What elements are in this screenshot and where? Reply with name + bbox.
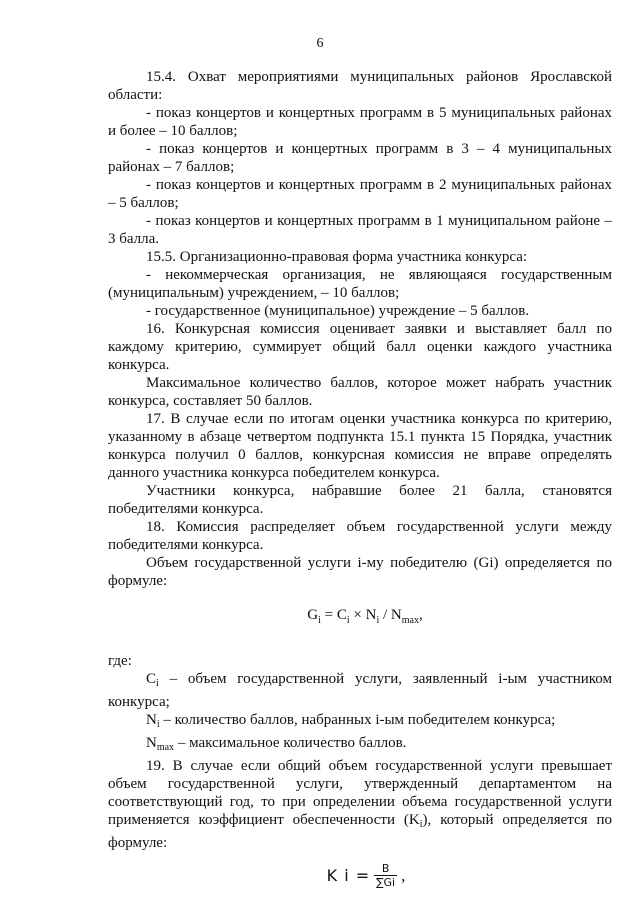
formula-ki-tail: , [401, 865, 406, 885]
definition-nmax-symbol: N [146, 735, 157, 751]
definition-c-symbol: C [146, 671, 157, 687]
paragraph-16: 16. Конкурсная комиссия оценивает заявки и выставляет балл по каждому критерию, суммирует общий балл оценки каждого участника конкурса. [108, 321, 612, 373]
where-label: где: [108, 653, 132, 669]
formula-gi-n-sub: i [376, 615, 380, 626]
definition-n-symbol: N [146, 712, 157, 728]
paragraph-15-4-item-a: - показ концертов и концертных программ в 5 муниципальных районах и более – 10 баллов; [108, 105, 612, 139]
formula-gi-c-sub: i [346, 615, 350, 626]
formula-gi-nmax: N [390, 607, 402, 623]
formula-ki-denominator: ∑Gi [376, 876, 396, 889]
definition-c-sub: i [156, 678, 159, 689]
formula-gi-nmax-sub: max [401, 615, 419, 626]
paragraph-15-4-item-d: - показ концертов и концертных программ в 1 муниципальном районе – 3 балла. [108, 213, 612, 247]
definition-nmax [108, 734, 612, 757]
formula-gi-c: C [336, 607, 347, 623]
paragraph-15-5-item-b: - государственное (муниципальное) учреждение – 5 баллов. [146, 303, 530, 319]
formula-gi-n: N [365, 607, 377, 623]
paragraph-18: 18. Комиссия распределяет объем государственной услуги между победителями конкурса. [108, 519, 612, 553]
formula-gi-tail: , [418, 607, 423, 623]
paragraph-18-formula-intro: Объем государственной услуги i-му победителю (Gi) определяется по формуле: [108, 555, 612, 589]
paragraph-16-max-score: Максимальное количество баллов, которое может набрать участник конкурса, составляет 50 баллов. [108, 375, 612, 409]
definition-nmax-text: – максимальное количество баллов. [174, 735, 407, 751]
formula-gi [108, 604, 612, 632]
paragraph-17-winners: Участники конкурса, набравшие более 21 балла, становятся победителями конкурса. [108, 483, 612, 517]
paragraph-19-text: 19. В случае если общий объем государственной услуги превышает объем государственной услуги, утвержденный департаментом на соответствующий год, то при определении объема государственной услуги применяется коэффициент обеспеченности (K [108, 758, 612, 828]
formula-ki [108, 862, 612, 889]
paragraph-15-5-item-a: - некоммерческая организация, не являющаяся государственным (муниципальным) учреждением, – 10 баллов; [108, 267, 612, 301]
document-body [108, 68, 612, 889]
definition-c-text: – объем государственной услуги, заявленный i-ым участником конкурса; [108, 671, 612, 710]
formula-ki-fraction [374, 862, 397, 889]
formula-ki-lhs: K i = [326, 865, 371, 885]
formula-gi-div: / [379, 607, 391, 623]
definition-n-sub: i [156, 719, 160, 730]
paragraph-19-end: ), который определяется по формуле: [108, 812, 612, 851]
paragraph-19-sub: i [419, 819, 423, 830]
definition-n-text: – количество баллов, набранных i-ым победителем конкурса; [159, 712, 556, 728]
paragraph-15-5: 15.5. Организационно-правовая форма участника конкурса: [146, 249, 528, 265]
page-number: 6 [316, 36, 324, 51]
paragraph-17: 17. В случае если по итогам оценки участника конкурса по критерию, указанному в абзаце четвертом подпункта 15.1 пункта 15 Порядка, участник конкурса получил 0 баллов, конкурсная комиссия не вправе определять данного участника конкурса победителем конкурса. [108, 411, 612, 481]
definition-n [108, 711, 612, 734]
paragraph-15-4-item-c: - показ концертов и концертных программ в 2 муниципальных районах – 5 баллов; [108, 177, 612, 211]
definition-nmax-sub: max [156, 742, 175, 753]
formula-gi-g-sub: i [318, 615, 321, 626]
paragraph-19 [108, 757, 612, 852]
formula-ki-numerator: B [381, 862, 390, 875]
formula-gi-eq: = [320, 607, 337, 623]
definition-c [108, 670, 612, 711]
paragraph-15-4: 15.4. Охват мероприятиями муниципальных районов Ярославской области: [108, 69, 612, 103]
formula-gi-times: × [349, 607, 366, 623]
formula-gi-g: G [307, 607, 319, 623]
paragraph-15-4-item-b: - показ концертов и концертных программ в 3 – 4 муниципальных районах – 7 баллов; [108, 141, 612, 175]
